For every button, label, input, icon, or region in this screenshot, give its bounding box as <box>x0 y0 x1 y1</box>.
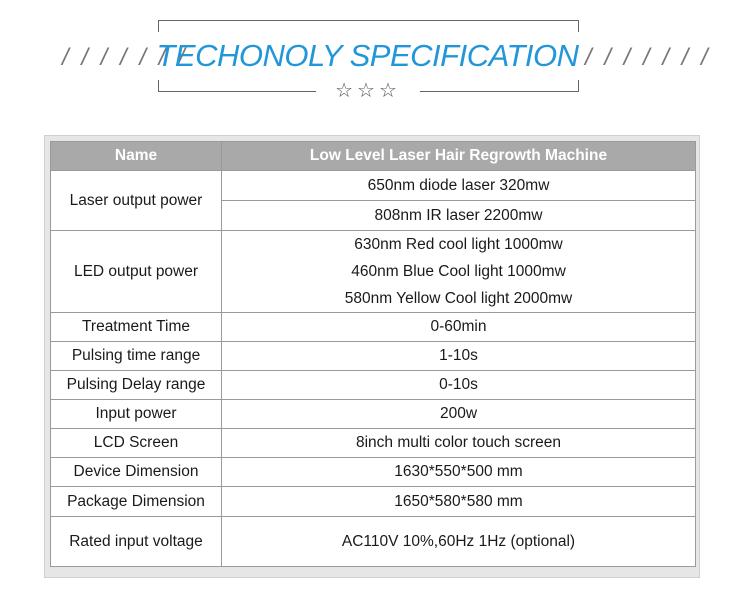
spec-table-container <box>44 135 700 578</box>
table-row <box>51 429 696 458</box>
table-row <box>51 458 696 487</box>
table-row <box>51 517 696 567</box>
row-label: Rated input voltage <box>51 517 222 567</box>
row-label: Treatment Time <box>51 313 222 342</box>
title-frame-right-top <box>578 20 579 32</box>
row-value: 580nm Yellow Cool light 2000mw <box>344 290 573 307</box>
row-value: 1-10s <box>222 342 696 371</box>
table-row <box>51 342 696 371</box>
row-label: Input power <box>51 400 222 429</box>
row-label: Pulsing Delay range <box>51 371 222 400</box>
row-label: Package Dimension <box>51 487 222 517</box>
title-frame-bottom-right <box>420 91 579 92</box>
title-frame-top <box>158 20 579 21</box>
title-frame-left-top <box>158 20 159 32</box>
table-header-row <box>51 142 696 171</box>
row-value: 630nm Red cool light 1000mw <box>354 236 563 253</box>
title-frame-bottom-left <box>158 91 316 92</box>
row-value: 808nm IR laser 2200mw <box>222 201 696 231</box>
table-row <box>51 313 696 342</box>
row-value: 650nm diode laser 320mw <box>222 171 696 201</box>
header-name: Name <box>51 142 222 171</box>
row-value-group <box>222 231 696 313</box>
row-value: 1630*550*500 mm <box>222 458 696 487</box>
table-row <box>51 371 696 400</box>
row-label: LED output power <box>51 231 222 313</box>
row-value: 200w <box>222 400 696 429</box>
row-value: 460nm Blue Cool light 1000mw <box>351 263 566 280</box>
table-row <box>51 231 696 313</box>
row-value: 0-10s <box>222 371 696 400</box>
row-value: 0-60min <box>222 313 696 342</box>
row-value: AC110V 10%,60Hz 1Hz (optional) <box>222 517 696 567</box>
table-row <box>51 487 696 517</box>
row-value: 1650*580*580 mm <box>222 487 696 517</box>
spec-header <box>0 0 740 120</box>
table-row <box>51 171 696 201</box>
spec-table <box>50 141 696 567</box>
row-value: 8inch multi color touch screen <box>222 429 696 458</box>
row-label: Pulsing time range <box>51 342 222 371</box>
row-label: Device Dimension <box>51 458 222 487</box>
header-product: Low Level Laser Hair Regrowth Machine <box>222 142 696 171</box>
row-label: LCD Screen <box>51 429 222 458</box>
decorative-slashes-right: / / / / / / / <box>585 44 711 71</box>
stars-icon: ☆☆☆ <box>335 78 401 102</box>
row-label: Laser output power <box>51 171 222 231</box>
page-title: TECHONOLY SPECIFICATION <box>156 38 579 73</box>
table-row <box>51 400 696 429</box>
decorative-slashes-left: / / / / / / / <box>62 44 188 71</box>
